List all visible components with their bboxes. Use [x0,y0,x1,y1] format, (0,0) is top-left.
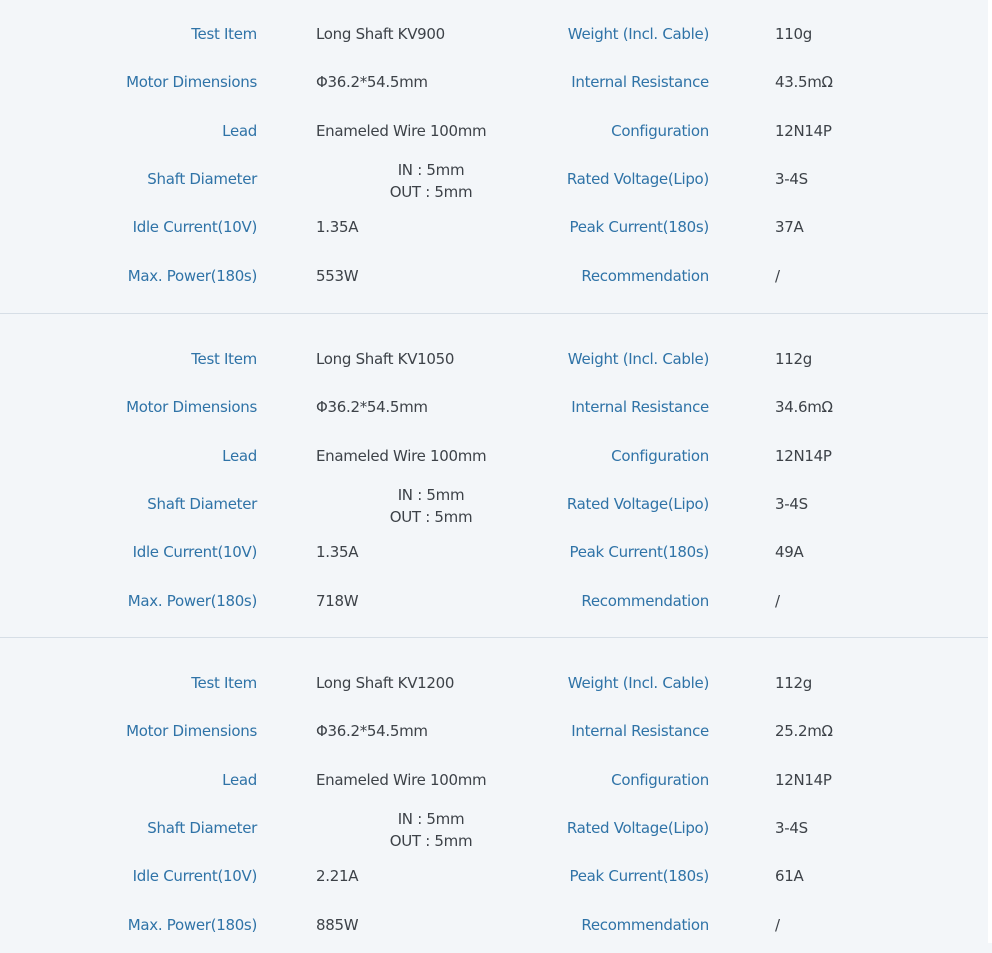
motor-dimensions-value: Φ36.2*54.5mm [316,722,428,740]
internal-resistance-label: Internal Resistance [571,398,709,416]
shaft-out-value: OUT : 5mm [389,183,473,201]
spec-row-idle-current [0,532,988,572]
recommendation-label: Recommendation [581,267,709,285]
peak-current-value: 37A [775,218,804,236]
spec-row-idle-current [0,856,988,896]
shaft-out-value: OUT : 5mm [389,508,473,526]
rated-voltage-value: 3-4S [775,170,808,188]
max-power-value: 718W [316,592,359,610]
motor-dimensions-value: Φ36.2*54.5mm [316,398,428,416]
spec-row-motor-dimensions [0,711,988,751]
lead-value: Enameled Wire 100mm [316,447,487,465]
internal-resistance-value: 25.2mΩ [775,722,833,740]
spec-row-motor-dimensions [0,62,988,102]
idle-current-label: Idle Current(10V) [132,218,257,236]
idle-current-value: 2.21A [316,867,359,885]
max-power-label: Max. Power(180s) [127,916,257,934]
peak-current-label: Peak Current(180s) [569,218,709,236]
configuration-label: Configuration [611,447,709,465]
recommendation-label: Recommendation [581,916,709,934]
shaft-diameter-label: Shaft Diameter [147,819,257,837]
weight-label: Weight (Incl. Cable) [567,674,709,692]
recommendation-label: Recommendation [581,592,709,610]
idle-current-value: 1.35A [316,218,359,236]
shaft-in-value: IN : 5mm [397,161,465,179]
spec-row-max-power [0,581,988,621]
weight-label: Weight (Incl. Cable) [567,25,709,43]
right-edge-strip [988,0,992,943]
spec-row-test-item [0,339,988,379]
shaft-diameter-label: Shaft Diameter [147,170,257,188]
internal-resistance-label: Internal Resistance [571,722,709,740]
peak-current-label: Peak Current(180s) [569,543,709,561]
spec-row-test-item [0,663,988,703]
spec-row-motor-dimensions [0,387,988,427]
max-power-label: Max. Power(180s) [127,592,257,610]
weight-label: Weight (Incl. Cable) [567,350,709,368]
spec-row-max-power [0,905,988,945]
configuration-label: Configuration [611,122,709,140]
peak-current-value: 49A [775,543,804,561]
idle-current-label: Idle Current(10V) [132,867,257,885]
motor-dimensions-value: Φ36.2*54.5mm [316,73,428,91]
motor-dimensions-label: Motor Dimensions [126,398,257,416]
spec-row-shaft-diameter [0,484,988,524]
peak-current-label: Peak Current(180s) [569,867,709,885]
max-power-label: Max. Power(180s) [127,267,257,285]
spec-row-shaft-diameter [0,808,988,848]
rated-voltage-label: Rated Voltage(Lipo) [566,819,709,837]
motor-dimensions-label: Motor Dimensions [126,722,257,740]
spec-row-max-power [0,256,988,296]
lead-value: Enameled Wire 100mm [316,122,487,140]
idle-current-label: Idle Current(10V) [132,543,257,561]
configuration-value: 12N14P [775,447,832,465]
spec-block-kv1200 [0,663,988,953]
configuration-label: Configuration [611,771,709,789]
rated-voltage-value: 3-4S [775,495,808,513]
spec-row-lead [0,760,988,800]
rated-voltage-value: 3-4S [775,819,808,837]
lead-value: Enameled Wire 100mm [316,771,487,789]
weight-value: 112g [775,674,812,692]
test-item-value: Long Shaft KV1200 [316,674,455,692]
spec-row-lead [0,111,988,151]
test-item-value: Long Shaft KV1050 [316,350,455,368]
rated-voltage-label: Rated Voltage(Lipo) [566,495,709,513]
max-power-value: 885W [316,916,359,934]
block-divider [0,313,988,314]
test-item-label: Test Item [191,350,257,368]
test-item-value: Long Shaft KV900 [316,25,445,43]
recommendation-value: / [775,916,780,934]
recommendation-value: / [775,592,780,610]
spec-row-lead [0,436,988,476]
lead-label: Lead [222,771,257,789]
lead-label: Lead [222,447,257,465]
configuration-value: 12N14P [775,122,832,140]
motor-dimensions-label: Motor Dimensions [126,73,257,91]
lead-label: Lead [222,122,257,140]
recommendation-value: / [775,267,780,285]
test-item-label: Test Item [191,674,257,692]
spec-block-kv1050 [0,339,988,629]
internal-resistance-value: 43.5mΩ [775,73,833,91]
internal-resistance-value: 34.6mΩ [775,398,833,416]
shaft-in-value: IN : 5mm [397,486,465,504]
spec-row-test-item [0,14,988,54]
spec-block-kv900 [0,14,988,304]
peak-current-value: 61A [775,867,804,885]
block-divider [0,637,988,638]
rated-voltage-label: Rated Voltage(Lipo) [566,170,709,188]
weight-value: 112g [775,350,812,368]
spec-row-idle-current [0,207,988,247]
shaft-in-value: IN : 5mm [397,810,465,828]
idle-current-value: 1.35A [316,543,359,561]
shaft-diameter-label: Shaft Diameter [147,495,257,513]
max-power-value: 553W [316,267,359,285]
weight-value: 110g [775,25,812,43]
configuration-value: 12N14P [775,771,832,789]
test-item-label: Test Item [191,25,257,43]
shaft-out-value: OUT : 5mm [389,832,473,850]
spec-row-shaft-diameter [0,159,988,199]
internal-resistance-label: Internal Resistance [571,73,709,91]
